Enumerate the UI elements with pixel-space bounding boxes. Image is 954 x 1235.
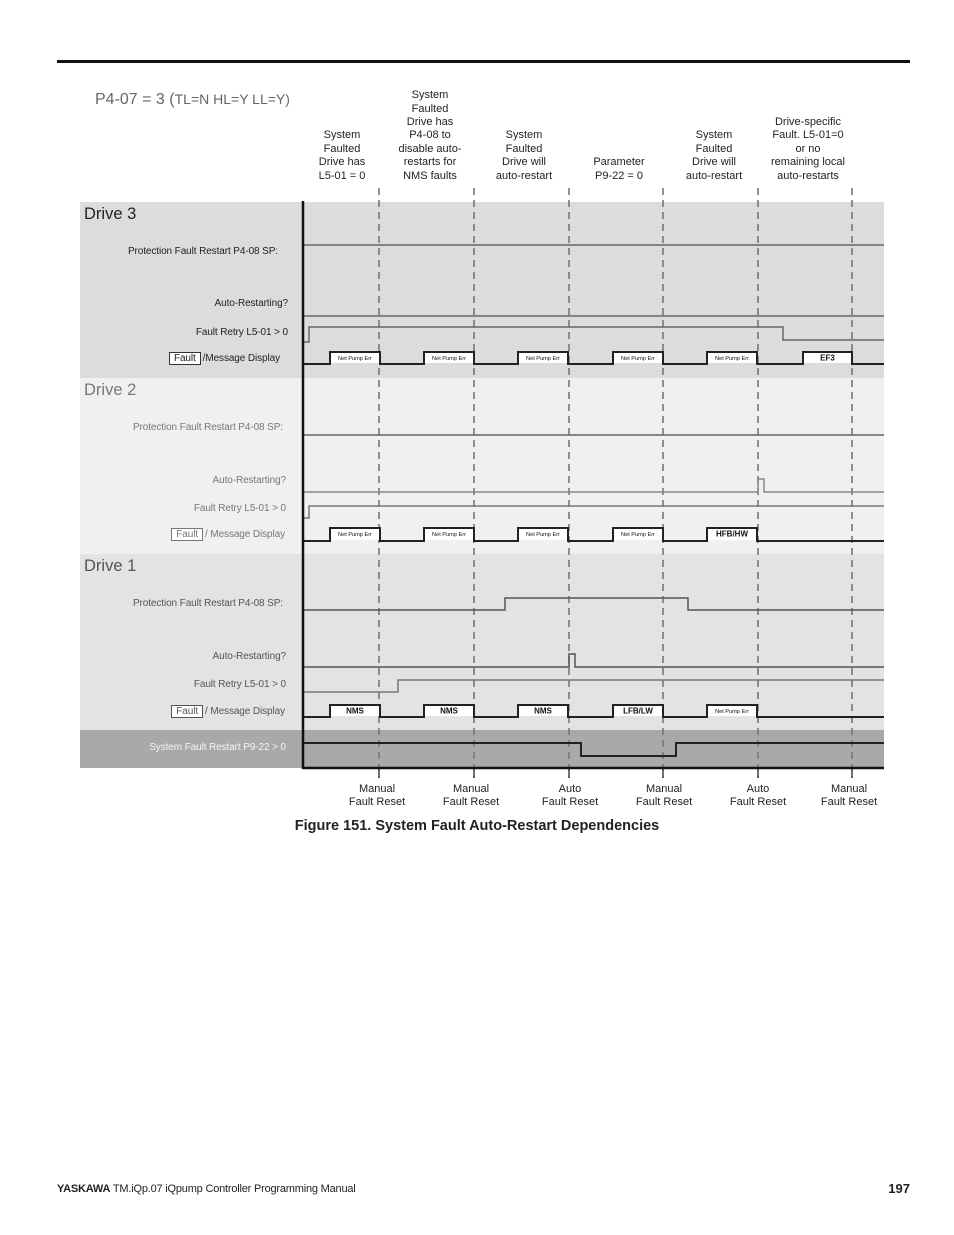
- drive-2-message-trace: [304, 528, 884, 541]
- drive-3-message-text-1: Net Pump Err: [338, 356, 372, 362]
- drive-2-title: Drive 2: [84, 381, 137, 399]
- drive-3-message-label: Fault /Message Display: [169, 352, 280, 365]
- drive-2-retry-trace: [304, 506, 884, 518]
- drive-3-title: Drive 3: [84, 205, 137, 223]
- message-pulses: [304, 352, 884, 717]
- drive-1-auto-label: Auto-Restarting?: [212, 651, 286, 662]
- drive-1-message-text-2: NMS: [440, 706, 458, 716]
- drive-2-auto-label: Auto-Restarting?: [212, 475, 286, 486]
- drive-3-auto-label: Auto-Restarting?: [214, 298, 288, 309]
- column-header-5: System Faulted Drive will auto-restart: [685, 129, 743, 182]
- reset-label-4: Manual Fault Reset: [635, 783, 693, 808]
- drive-2-message-text-3: Net Pump Err: [526, 532, 560, 538]
- drive-1-protection-trace: [304, 598, 884, 610]
- drive-3-retry-trace: [304, 327, 884, 342]
- drive-3-message-text-6: EF3: [820, 353, 835, 363]
- drive-2-message-text-1: Net Pump Err: [338, 532, 372, 538]
- drive-2-message-text-2: Net Pump Err: [432, 532, 466, 538]
- drive-1-message-text-3: NMS: [534, 706, 552, 716]
- column-header-4: Parameter P9-22 = 0: [593, 156, 645, 182]
- drive-3-message-text-2: Net Pump Err: [432, 356, 466, 362]
- drive-1-message-text-4: LFB/LW: [623, 706, 653, 716]
- signal-traces: [304, 245, 884, 756]
- drive-1-protection-label: Protection Fault Restart P4-08 SP:: [132, 598, 283, 609]
- system-fault-restart-label: System Fault Restart P9-22 > 0: [149, 742, 286, 753]
- drive-2-auto-trace: [304, 479, 884, 492]
- system-fault-restart-trace: [304, 743, 884, 756]
- drive-2-message-label: Fault / Message Display: [171, 528, 285, 541]
- drive-1-retry-trace: [304, 680, 884, 692]
- reset-label-6: Manual Fault Reset: [820, 783, 878, 808]
- drive-1-auto-trace: [304, 654, 884, 667]
- drive-3-protection-label: Protection Fault Restart P4-08 SP:: [127, 246, 278, 257]
- param-detail: TL=N HL=Y LL=Y): [174, 91, 290, 107]
- drive-1-retry-label: Fault Retry L5-01 > 0: [193, 679, 286, 690]
- drive-3-message-text-5: Net Pump Err: [715, 356, 749, 362]
- drive-3-message-text-3: Net Pump Err: [526, 356, 560, 362]
- drive-3-message-text-4: Net Pump Err: [621, 356, 655, 362]
- column-header-6: Drive-specific Fault. L5-01=0 or no remaining local auto-restarts: [771, 115, 845, 182]
- drive-2-message-text-4: Net Pump Err: [621, 532, 655, 538]
- event-gridlines: [379, 188, 852, 778]
- drive-1-fault-box: Fault: [171, 705, 203, 718]
- drive-1-message-text-1: NMS: [346, 706, 364, 716]
- reset-label-3: Auto Fault Reset: [541, 783, 599, 808]
- column-header-1: System Faulted Drive has L5-01 = 0: [318, 129, 366, 182]
- figure-caption: Figure 151. System Fault Auto-Restart Dependencies: [294, 818, 660, 834]
- drive-3-retry-label: Fault Retry L5-01 > 0: [195, 327, 288, 338]
- reset-label-1: Manual Fault Reset: [348, 783, 406, 808]
- footer-manual-title: YASKAWA TM.iQp.07 iQpump Controller Programming Manual: [57, 1183, 356, 1195]
- drive-2-fault-box: Fault: [171, 528, 203, 541]
- drive-1-title: Drive 1: [84, 557, 137, 575]
- column-header-3: System Faulted Drive will auto-restart: [495, 129, 553, 182]
- drive-2-protection-label: Protection Fault Restart P4-08 SP:: [132, 422, 283, 433]
- drive-3-message-trace: [304, 352, 884, 364]
- page-number: 197: [888, 1181, 910, 1196]
- drive-3-fault-box: Fault: [169, 352, 201, 365]
- drive-1-message-text-5: Net Pump Err: [715, 709, 749, 715]
- param-main: P4-07 = 3 (: [95, 91, 175, 108]
- footer-brand: YASKAWA: [57, 1183, 111, 1195]
- column-header-2: System Faulted Drive has P4-08 to disable auto- restarts for NMS faults: [398, 89, 462, 182]
- reset-label-2: Manual Fault Reset: [442, 783, 500, 808]
- drive-2-retry-label: Fault Retry L5-01 > 0: [193, 503, 286, 514]
- drive-1-message-trace: [304, 705, 884, 717]
- reset-label-5: Auto Fault Reset: [729, 783, 787, 808]
- drive-2-message-text-5: HFB/HW: [716, 529, 748, 539]
- drive-1-message-label: Fault / Message Display: [171, 705, 285, 718]
